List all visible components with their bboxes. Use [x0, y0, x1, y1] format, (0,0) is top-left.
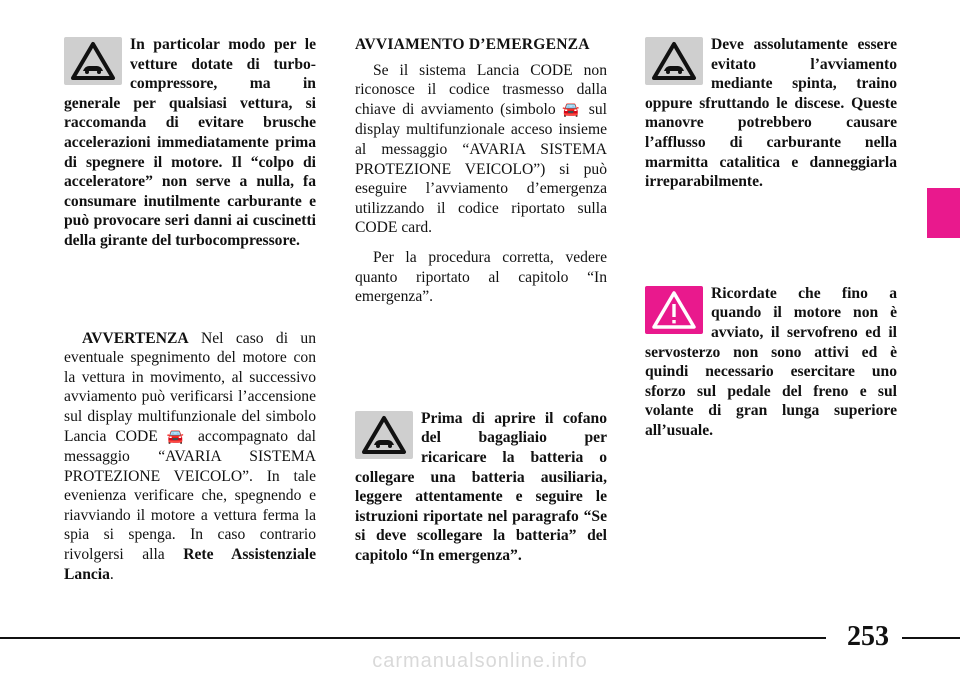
- rete-assistenziale-link-text: Rete Assistenziale Lancia: [64, 546, 316, 583]
- push-start-warning-block: [645, 35, 897, 192]
- battery-warning-block: [355, 409, 607, 566]
- turbo-warning-text: In particolar modo per le vetture dotate di turbo-compressore, ma in generale per qualsiasi vettura, si raccomanda di evitare brusche accelerazioni immediatamente prima di spegnere il motore. Il “colpo di acceleratore” non serve a nulla, fa consumare inutilmente carburante e può provocare seri danni ai cuscinetti della girante del turbocompressore.: [64, 36, 316, 249]
- page-number: 253: [847, 621, 889, 652]
- emergency-start-paragraph-2: Per la procedura corretta, vedere quanto riportato al capitolo “In emergenza”.: [355, 248, 607, 306]
- car-warning-triangle-icon-3: [645, 37, 703, 85]
- emergency-start-paragraph-1: [355, 61, 607, 238]
- emergency-para1-b: sul display multifunzionale acceso insieme al messaggio “AVARIA SISTEMA PROTEZIONE VEICOLO”) si può eseguire l’avviamento d’emergenza utilizzando il codice riportato sulla CODE card.: [355, 100, 607, 237]
- watermark: carmanualsonline.info: [372, 650, 588, 672]
- column-3: [645, 35, 897, 441]
- avvertenza-label: AVVERTENZA: [82, 329, 189, 347]
- avvertenza-note: [64, 329, 316, 585]
- column-1: [64, 35, 316, 584]
- battery-warning-text: Prima di aprire il cofano del bagagliaio per ricaricare la batteria o collegare una batteria ausiliaria, leggere attentamente e seguire le istruzioni riportate nel paragrafo “Se si deve scollegare la batteria” del capitolo “In emergenza”.: [355, 409, 607, 564]
- avvertenza-end: .: [109, 565, 114, 583]
- footer-rule-right: [902, 637, 960, 639]
- emergency-para1-a: Se il sistema Lancia CODE non riconosce il codice trasmesso dalla chiave di avviamento (simbolo: [355, 61, 607, 118]
- avvertenza-text-2: accompagnato dal messaggio “AVARIA SISTEMA PROTEZIONE VEICOLO”. In tale evenienza verificare che, spegnendo e riavviando il motore a vettura ferma la spia si spenga. In caso contrario rivolgersi alla: [64, 427, 317, 564]
- column-2: [355, 35, 607, 565]
- avvertenza-text-1: Nel caso di un eventuale spegnimento del motore con la vettura in movimento, al successivo avviamento può verificarsi l’accensione sul display multifunzionale del simbolo Lancia CODE: [64, 329, 316, 445]
- turbo-warning-block: [64, 35, 316, 251]
- emergency-start-heading: AVVIAMENTO D’EMERGENZA: [355, 36, 590, 53]
- servo-danger-text: Ricordate che fino a quando il motore non è avviato, il servofreno ed il servosterzo non sono attivi ed è quindi necessario esercitare uno sforzo sul pedale del freno e sul volante di gran lunga superiore all’usuale.: [645, 284, 897, 439]
- car-warning-triangle-icon: [64, 37, 122, 85]
- servo-danger-block: [645, 284, 897, 441]
- push-start-warning-text: Deve assolutamente essere evitato l’avviamento mediante spinta, traino oppure sfruttando le discese. Queste manovre potrebbero causare l’afflusso di carburante nella marmitta catalitica e danneggiarla irreparabilmente.: [645, 36, 897, 191]
- lancia-code-car-icon-2: 🚘: [562, 101, 583, 118]
- footer-rule-left: [0, 637, 826, 639]
- exclamation-triangle-icon: [645, 286, 703, 334]
- car-warning-triangle-icon-2: [355, 411, 413, 459]
- lancia-code-car-icon: 🚘: [166, 428, 190, 445]
- section-color-tab: [927, 188, 960, 238]
